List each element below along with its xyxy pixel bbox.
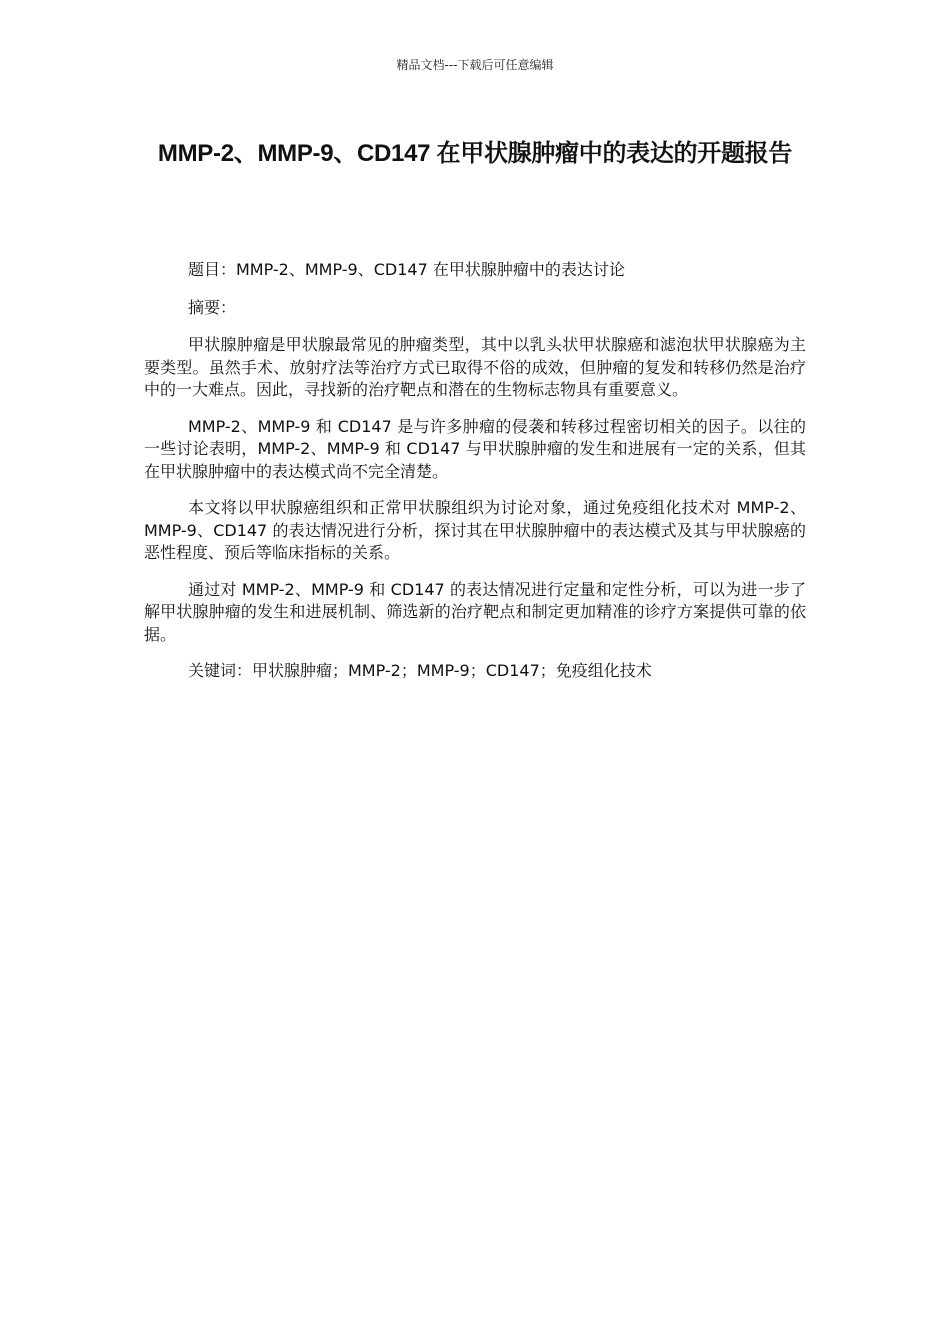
document-title: MMP-2、MMP-9、CD147 在甲状腺肿瘤中的表达的开题报告 — [157, 140, 793, 167]
document-body — [144, 259, 806, 697]
topic-line: 题目：MMP-2、MMP-9、CD147 在甲状腺肿瘤中的表达讨论 — [188, 260, 625, 279]
abstract-paragraph-4: 通过对 MMP-2、MMP-9 和 CD147 的表达情况进行定量和定性分析，可以为进一步了解甲状腺肿瘤的发生和进展机制、筛选新的治疗靶点和制定更加精准的诊疗方案提供可靠的依据。 — [144, 579, 806, 644]
keywords-line: 关键词：甲状腺肿瘤；MMP-2；MMP-9；CD147；免疫组化技术 — [188, 661, 652, 680]
abstract-label: 摘要： — [188, 297, 237, 317]
abstract-paragraph-2: MMP-2、MMP-9 和 CD147 是与许多肿瘤的侵袭和转移过程密切相关的因子。以往的一些讨论表明，MMP-2、MMP-9 和 CD147 与甲状腺肿瘤的发生和进展有一定的关系，但其在甲状腺肿瘤中的表达模式尚不完全清楚。 — [144, 416, 806, 481]
page-header: 精品文档---下载后可任意编辑 — [396, 58, 554, 72]
abstract-paragraph-1: 甲状腺肿瘤是甲状腺最常见的肿瘤类型，其中以乳头状甲状腺癌和滤泡状甲状腺癌为主要类型。虽然手术、放射疗法等治疗方式已取得不俗的成效，但肿瘤的复发和转移仍然是治疗中的一大难点。因此，寻找新的治疗靶点和潜在的生物标志物具有重要意义。 — [144, 335, 806, 399]
abstract-paragraph-3: 本文将以甲状腺癌组织和正常甲状腺组织为讨论对象，通过免疫组化技术对 MMP-2、MMP-9、CD147 的表达情况进行分析，探讨其在甲状腺肿瘤中的表达模式及其与甲状腺癌的恶性程度、预后等临床指标的关系。 — [144, 498, 806, 562]
